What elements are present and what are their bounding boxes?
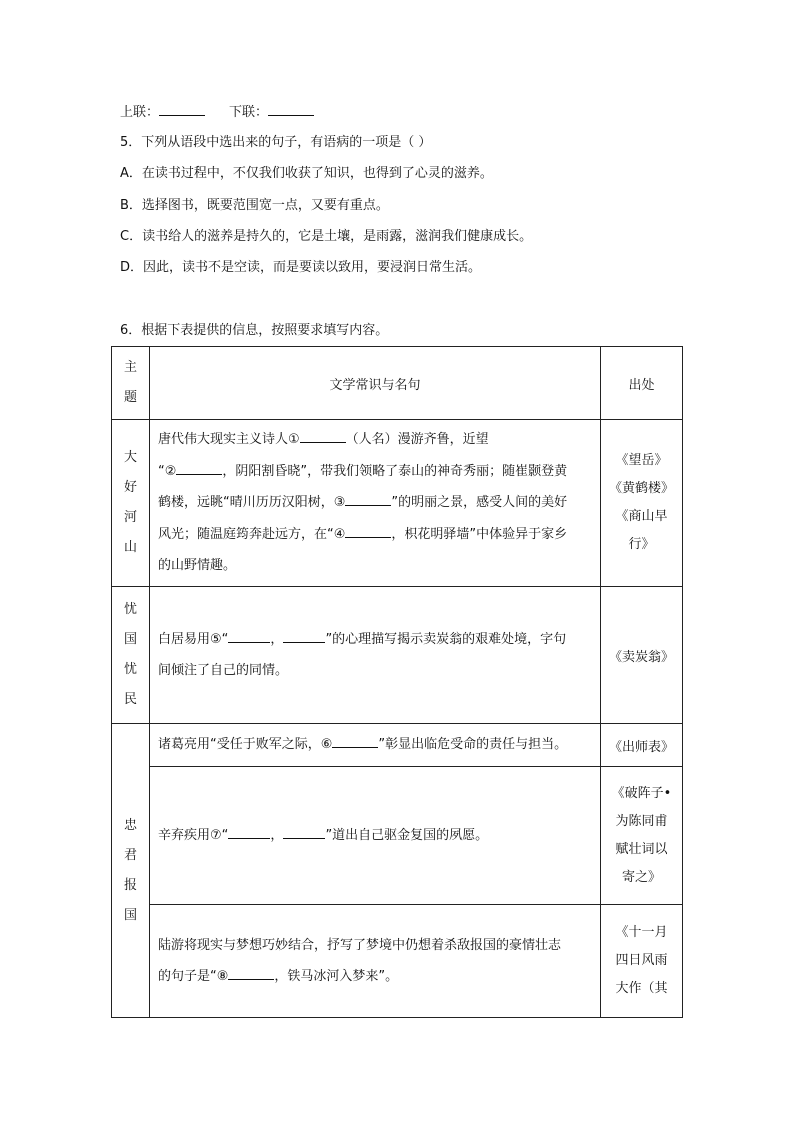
blank-5a[interactable] (228, 630, 270, 643)
header-content-cell: 文学常识与名句 (150, 347, 601, 420)
table-row-loyalty-a (112, 724, 683, 767)
marker-8: ⑧ (216, 969, 229, 984)
header-source-cell: 出处 (601, 347, 683, 420)
marker-1: ① (288, 432, 300, 448)
marker-7: ⑦ (210, 827, 222, 843)
marker-5: ⑤ (210, 631, 222, 647)
marker-6: ⑥ (320, 737, 333, 753)
marker-4: ④ (333, 526, 346, 542)
blank-7a[interactable] (228, 826, 270, 839)
source-cell-loyalty-c: 《十一月 四日风雨 大作（其 (601, 905, 683, 1018)
header-theme-cell: 主 题 (112, 347, 150, 420)
couplet-line (120, 103, 314, 122)
q6-stem: 6．根据下表提供的信息，按照要求填写内容。 (120, 323, 389, 338)
source-cell-loyalty-b: 《破阵子• 为陈同甫 赋壮词以 寄之》 (601, 767, 683, 905)
lower-couplet-blank[interactable] (268, 103, 314, 116)
upper-couplet-blank[interactable] (159, 103, 205, 116)
blank-3[interactable] (345, 493, 391, 506)
q5-option-c: C．读书给人的滋养是持久的，它是土壤，是雨露，滋润我们健康成长。 (120, 229, 533, 244)
table-row-people (112, 587, 683, 724)
blank-1[interactable] (300, 430, 346, 443)
blank-4[interactable] (345, 525, 391, 538)
marker-3: ③ (333, 495, 346, 511)
content-cell-loyalty-b: 辛弃疾用⑦“ ， ”道出自己驱金复国的夙愿。 (150, 767, 601, 905)
lower-couplet-label: 下联： (229, 105, 269, 120)
content-cell-landscape: 唐代伟大现实主义诗人① （人名）漫游齐鲁，近望 “② ，阴阳割昏晓”，带我们领略了泰山的神奇秀丽；随崔颢登黄 鹤楼，远眺“晴川历历汉阳树，③ ”的明丽之景，感受人间的美好 风光；随温庭筠奔赴远方，在“④ ，枳花明驿墙”中体验异于家乡 的山野情趣。 (150, 420, 601, 587)
marker-2: ② (164, 463, 177, 479)
q5-option-a: A．在读书过程中，不仅我们收获了知识，也得到了心灵的滋养。 (120, 166, 493, 181)
table-row-landscape (112, 420, 683, 587)
blank-8[interactable] (228, 967, 274, 980)
blank-6[interactable] (332, 735, 378, 748)
theme-cell-loyalty: 忠 君 报 国 (112, 724, 150, 1018)
source-cell-loyalty-a: 《出师表》 (601, 724, 683, 767)
theme-cell-people: 忧 国 忧 民 (112, 587, 150, 724)
literature-table (111, 346, 683, 1018)
blank-5b[interactable] (283, 630, 325, 643)
content-cell-people: 白居易用⑤“ ， ”的心理描写揭示卖炭翁的艰难处境，字句 间倾注了自己的同情。 (150, 587, 601, 724)
content-cell-loyalty-c: 陆游将现实与梦想巧妙结合，抒写了梦境中仍想着杀敌报国的豪情壮志 的句子是“⑧ ，铁马冰河入梦来”。 (150, 905, 601, 1018)
theme-cell-landscape: 大 好 河 山 (112, 420, 150, 587)
source-cell-people: 《卖炭翁》 (601, 587, 683, 724)
q5-option-b: B．选择图书，既要范围宽一点，又要有重点。 (120, 198, 389, 213)
table-header-row (112, 347, 683, 420)
source-cell-landscape: 《望岳》 《黄鹤楼》 《商山早 行》 (601, 420, 683, 587)
table-row-loyalty-b (112, 767, 683, 905)
table-row-loyalty-c (112, 905, 683, 1018)
blank-2[interactable] (176, 462, 222, 475)
upper-couplet-label: 上联： (120, 105, 160, 120)
blank-7b[interactable] (283, 826, 325, 839)
content-cell-loyalty-a: 诸葛亮用“受任于败军之际，⑥ ”彰显出临危受命的责任与担当。 (150, 724, 601, 767)
q5-stem: 5．下列从语段中选出来的句子，有语病的一项是（ ） (120, 135, 432, 150)
q5-option-d: D．因此，读书不是空读，而是要读以致用，要浸润日常生活。 (120, 260, 482, 275)
